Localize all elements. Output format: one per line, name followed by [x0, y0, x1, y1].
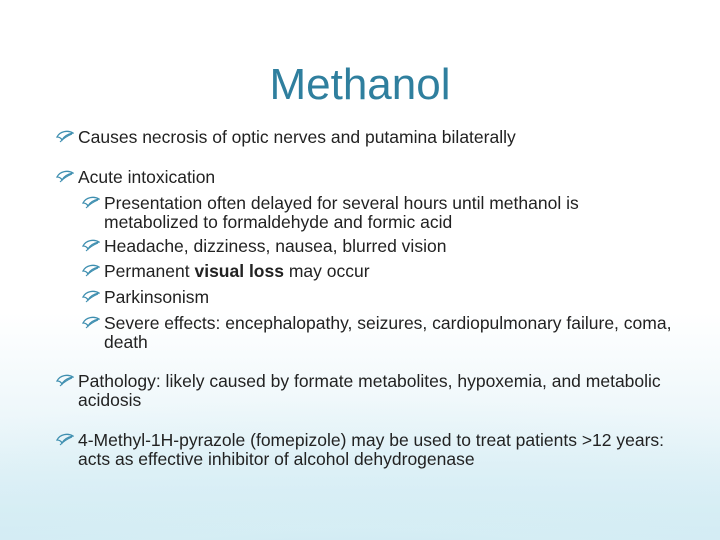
sub-bullet-text: [104, 262, 674, 281]
leaf-bullet-icon: [56, 170, 74, 184]
sub-bullet-item: [0, 194, 674, 232]
sub-bullet-item: [0, 237, 674, 256]
slide-title: Methanol: [269, 60, 451, 109]
leaf-bullet-icon: [82, 239, 100, 253]
sub-bullet-text: Headache, dizziness, nausea, blurred vision: [104, 236, 447, 256]
leaf-bullet-icon: [82, 290, 100, 304]
sub-bullet-item: [0, 314, 674, 352]
leaf-bullet-icon: [82, 316, 100, 330]
sub-bullet-item: [0, 288, 674, 307]
bullet-text: Pathology: likely caused by formate metabolites, hypoxemia, and metabolic acidosis: [78, 371, 661, 410]
sub-bullet-text: Parkinsonism: [104, 287, 210, 307]
bullet-item: [0, 431, 678, 469]
text-segment: may occur: [283, 261, 370, 281]
sub-bullet-item: [0, 262, 674, 281]
emphasis-text: visual loss: [194, 261, 284, 281]
leaf-bullet-icon: [56, 433, 74, 447]
bullet-text: Causes necrosis of optic nerves and putamina bilaterally: [78, 127, 516, 147]
leaf-bullet-icon: [56, 130, 74, 144]
bullet-text: 4-Methyl-1H-pyrazole (fomepizole) may be used to treat patients >12 years: acts as effective inhibitor of alcohol dehydrogenase: [78, 430, 665, 469]
bullet-item: [0, 128, 678, 147]
sub-bullet-text: Presentation often delayed for several hours until methanol is metabolized to formaldehyde and formic acid: [104, 193, 579, 232]
leaf-bullet-icon: [56, 374, 74, 388]
bullet-text: Acute intoxication: [78, 167, 216, 187]
sub-bullet-text: Severe effects: encephalopathy, seizures, cardiopulmonary failure, coma, death: [104, 313, 672, 352]
bullet-item: [0, 372, 678, 410]
leaf-bullet-icon: [82, 196, 100, 210]
bullet-item: [0, 168, 678, 187]
leaf-bullet-icon: [82, 264, 100, 278]
text-segment: Permanent: [104, 261, 195, 281]
